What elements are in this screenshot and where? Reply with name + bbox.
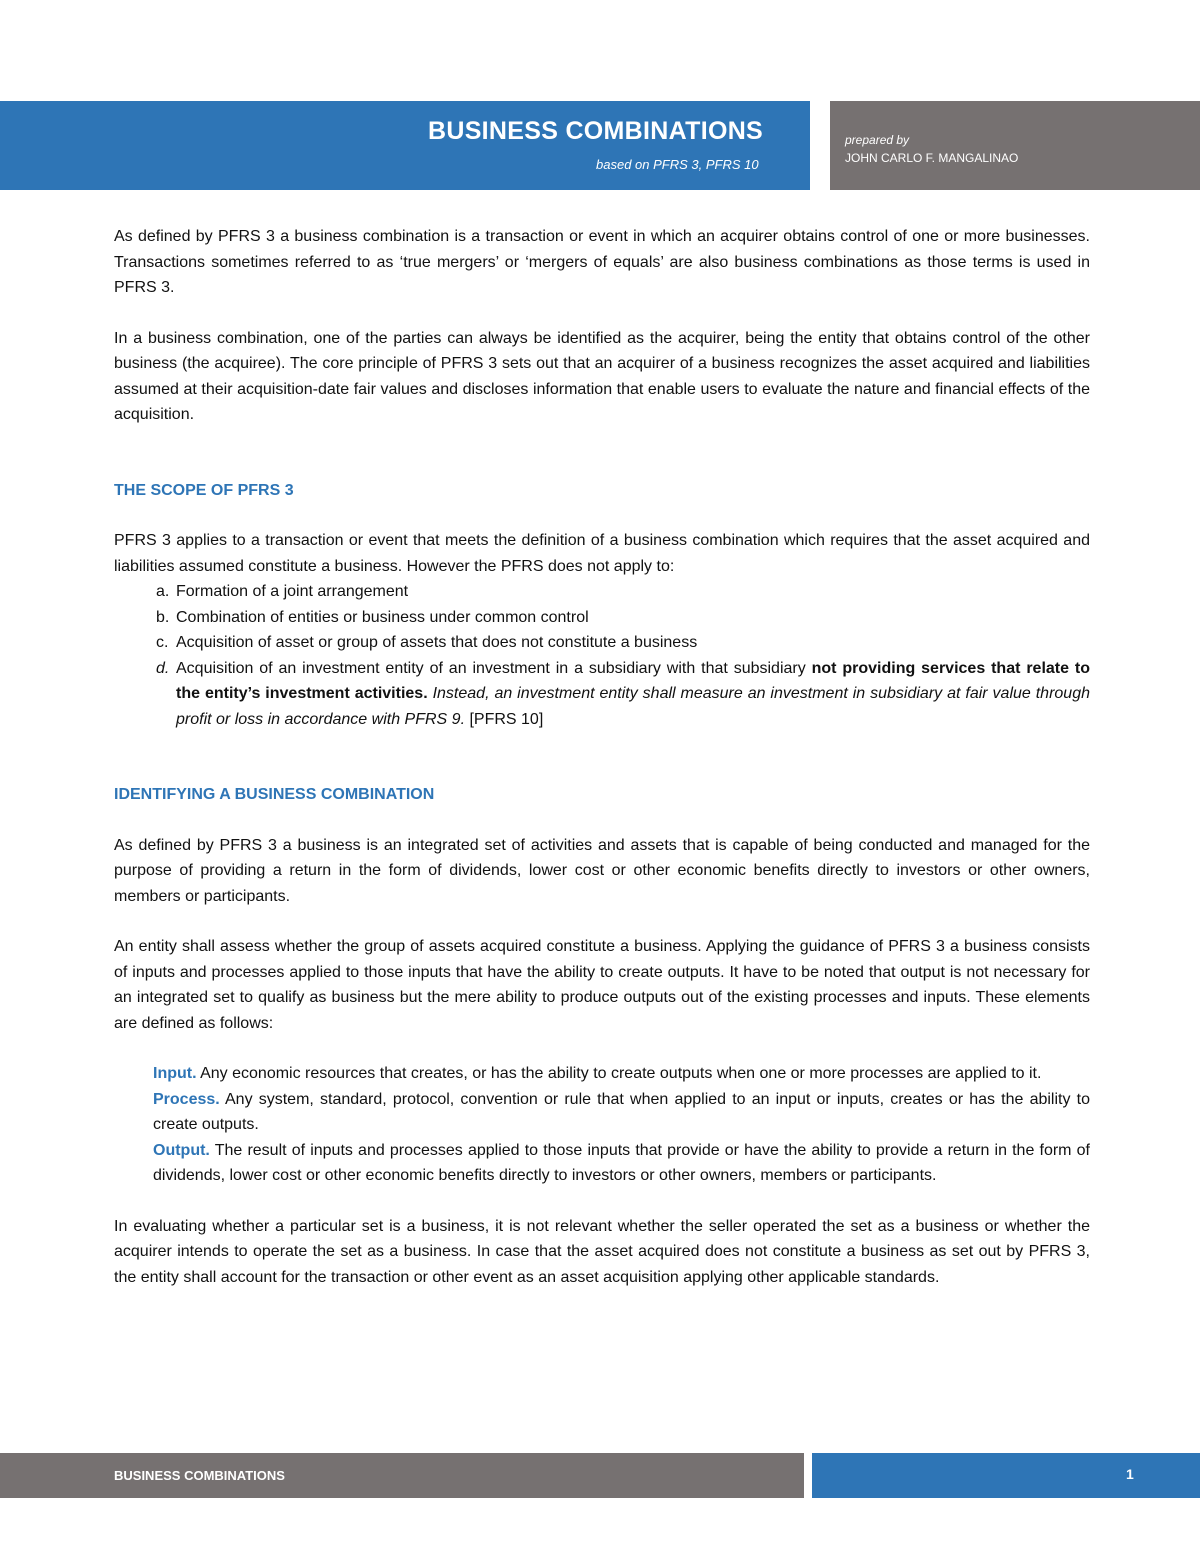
definitions-list	[153, 1061, 1090, 1189]
definition-process	[153, 1087, 1090, 1138]
exclusions-list	[114, 579, 1090, 732]
intro-paragraph-2: In a business combination, one of the parties can always be identified as the acquirer, being the entity that obtains control of the other business (the acquiree). The core principle of PFRS 3 sets out that an acquirer of a business recognizes the asset acquired and liabilities assumed at their acquisition-date fair values and discloses information that enable users to evaluate the nature and financial effects of the acquisition.	[114, 329, 1090, 423]
list-item-text: Formation of a joint arrangement	[176, 583, 409, 600]
author-name: JOHN CARLO F. MANGALINAO	[845, 151, 1019, 165]
list-item	[156, 630, 1090, 656]
definition-text: The result of inputs and processes applied to those inputs that provide or have the ability to provide a return in the form of dividends, lower cost or other economic benefits directly to investors or other owners, members or participants.	[153, 1141, 1090, 1184]
list-item-text: Combination of entities or business under common control	[176, 608, 589, 626]
list-item	[156, 605, 1090, 631]
list-item	[156, 656, 1091, 733]
scope-paragraph: PFRS 3 applies to a transaction or event that meets the definition of a business combination which requires that the asset acquired and liabilities assumed constitute a business. However the PFRS does not apply to:	[114, 532, 1090, 575]
list-item-emphasis: not providing services that relate to the entity’s investment activities.	[176, 659, 1091, 702]
definition-term: Process.	[153, 1090, 220, 1108]
definition-text: Any system, standard, protocol, convention or rule that when applied to an input or inputs, creates or has the ability to create outputs.	[153, 1090, 1090, 1133]
list-item-note: Instead, an investment entity shall measure an investment in subsidiary at fair value through profit or loss in accordance with PFRS 9.	[176, 685, 1090, 728]
definition-input	[153, 1061, 1090, 1087]
intro-paragraph-1: As defined by PFRS 3 a business combination is a transaction or event in which an acquirer obtains control of one or more businesses. Transactions sometimes referred to as ‘true mergers’ or ‘mergers of equals’ are also business combinations as those terms is used in PFRS 3.	[114, 228, 1090, 296]
prepared-by-label: prepared by	[845, 133, 910, 147]
identify-paragraph-2: An entity shall assess whether the group of assets acquired constitute a business. Applying the guidance of PFRS 3 a business consists of inputs and processes applied to those inputs that have the ability to create outputs. It have to be noted that output is not necessary for an integrated set to qualify as business but the mere ability to produce outputs out of the existing processes and inputs. These elements are defined as follows:	[114, 938, 1090, 1032]
definition-term: Output.	[153, 1141, 210, 1159]
document-subtitle: based on PFRS 3, PFRS 10	[596, 157, 759, 172]
list-item-reference: [PFRS 10]	[465, 710, 544, 728]
list-item-text: Acquisition of an investment entity of an investment in a subsidiary with that subsidiary	[176, 659, 812, 677]
document-body	[114, 224, 1090, 1290]
document-title: BUSINESS COMBINATIONS	[428, 117, 764, 145]
footer-page-band	[812, 1453, 1200, 1498]
identify-paragraph-1: As defined by PFRS 3 a business is an integrated set of activities and assets that is capable of being conducted and managed for the purpose of providing a return in the form of dividends, lower cost or other economic benefits directly to investors or other owners, members or participants.	[114, 836, 1090, 905]
definition-text: Any economic resources that creates, or has the ability to create outputs when one or more processes are applied to it.	[196, 1065, 1042, 1082]
list-marker: d.	[156, 659, 170, 677]
footer-title: BUSINESS COMBINATIONS	[114, 1468, 285, 1483]
list-marker: b.	[156, 608, 170, 626]
section-heading-identifying: IDENTIFYING A BUSINESS COMBINATION	[114, 786, 435, 803]
list-marker: a.	[156, 583, 170, 600]
page-number: 1	[1126, 1466, 1134, 1482]
definition-output	[153, 1138, 1090, 1189]
definition-term: Input.	[153, 1065, 197, 1082]
identify-paragraph-3: In evaluating whether a particular set is a business, it is not relevant whether the seller operated the set as a business or whether the acquirer intends to operate the set as a business. In case that the asset acquired does not constitute a business as set out by PFRS 3, the entity shall account for the transaction or other event as an asset acquisition applying other applicable standards.	[114, 1217, 1090, 1286]
section-heading-scope: THE SCOPE OF PFRS 3	[114, 481, 294, 499]
list-marker: c.	[156, 634, 169, 651]
list-item	[156, 579, 1090, 605]
list-item-text: Acquisition of asset or group of assets that does not constitute a business	[176, 634, 698, 651]
